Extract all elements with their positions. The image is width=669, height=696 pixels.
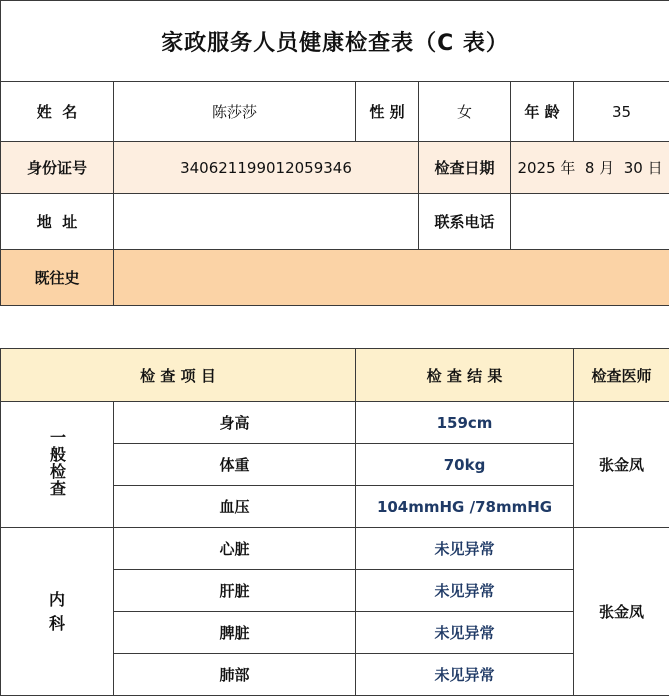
gender-value: 女 (419, 82, 511, 142)
general-result: 104mmHG /78mmHG (356, 486, 574, 528)
exam-doctor-header: 检查医师 (574, 349, 669, 402)
internal-doctor: 张金凤 (574, 528, 669, 696)
exam-table (0, 348, 669, 696)
history-label: 既往史 (1, 250, 114, 306)
address-value (114, 194, 419, 250)
id-label: 身份证号 (1, 142, 114, 194)
age-label: 年 龄 (511, 82, 574, 142)
internal-category-cell (1, 528, 114, 696)
internal-item: 肝脏 (114, 570, 356, 612)
general-item: 身高 (114, 402, 356, 444)
internal-result: 未见异常 (356, 654, 574, 696)
internal-item: 心脏 (114, 528, 356, 570)
name-label: 姓 名 (1, 82, 114, 142)
id-value: 340621199012059346 (114, 142, 419, 194)
internal-item: 肺部 (114, 654, 356, 696)
internal-category-line2: 科 (1, 612, 113, 636)
date-label: 检查日期 (419, 142, 511, 194)
general-item: 血压 (114, 486, 356, 528)
address-label: 地 址 (1, 194, 114, 250)
general-doctor: 张金凤 (574, 402, 669, 528)
general-result: 70kg (356, 444, 574, 486)
phone-value (511, 194, 669, 250)
exam-item-header: 检 查 项 目 (1, 349, 356, 402)
info-table (0, 0, 669, 306)
internal-result: 未见异常 (356, 570, 574, 612)
date-value: 2025 年 8 月 30 日 (511, 142, 669, 194)
internal-item: 脾脏 (114, 612, 356, 654)
internal-category-line1: 内 (1, 588, 113, 612)
history-value (114, 250, 669, 306)
name-value: 陈莎莎 (114, 82, 356, 142)
internal-result: 未见异常 (356, 528, 574, 570)
phone-label: 联系电话 (419, 194, 511, 250)
age-value: 35 (574, 82, 669, 142)
gender-label: 性 别 (356, 82, 419, 142)
general-category: 一般检查 (46, 429, 69, 497)
general-result: 159cm (356, 402, 574, 444)
general-item: 体重 (114, 444, 356, 486)
exam-result-header: 检 查 结 果 (356, 349, 574, 402)
internal-result: 未见异常 (356, 612, 574, 654)
general-category-cell (1, 402, 114, 528)
form-title: 家政服务人员健康检查表（C 表） (1, 1, 669, 82)
